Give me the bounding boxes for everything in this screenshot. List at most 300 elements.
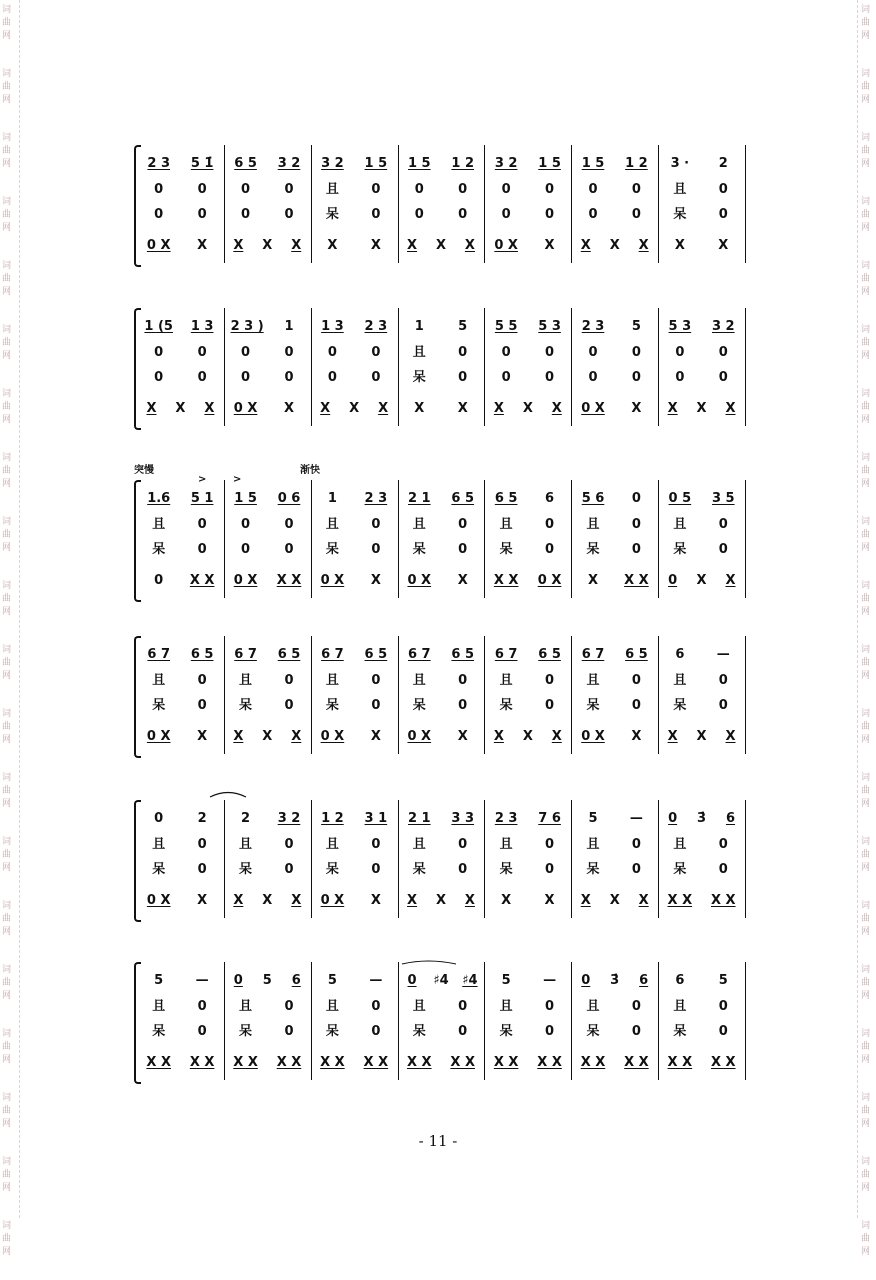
tone-row-upper-note: 且 [152, 517, 166, 532]
melody-row-note: 6 5 [364, 647, 388, 662]
watermark-glyph: 网 [2, 31, 12, 41]
melody-row-note: 1 [327, 491, 337, 506]
melody-row-note: 5 3 [668, 319, 692, 334]
tone-row-lower-note: 呆 [586, 698, 600, 713]
melody-row-note: 2 1 [407, 811, 431, 826]
slur-mark [210, 793, 246, 798]
percussion-row-note: X [146, 401, 157, 416]
watermark-glyph: 词 [2, 389, 12, 399]
watermark-glyph: 曲 [861, 1234, 871, 1244]
tone-row-lower-note: 呆 [412, 862, 426, 877]
watermark-glyph: 词 [2, 709, 12, 719]
tone-row-upper-note: 且 [673, 182, 687, 197]
watermark-glyph: 网 [2, 735, 12, 745]
page-number: - 11 - [418, 1132, 458, 1150]
percussion-row-note: X X [189, 1055, 215, 1070]
tone-row-upper-note: 0 [284, 517, 294, 532]
tone-row-upper-note: 0 [545, 673, 555, 688]
tone-row-upper-note: 0 [631, 999, 641, 1014]
percussion-row-note: X [204, 401, 215, 416]
tone-row-lower-note: 0 [154, 370, 164, 385]
percussion-row-note: X [327, 238, 338, 253]
melody-row-note: 6 5 [451, 647, 475, 662]
watermark-glyph: 词 [2, 1029, 12, 1039]
tone-row-upper-note: 0 [631, 517, 641, 532]
tone-row-upper-note: 0 [414, 182, 424, 197]
tone-row-lower-note: 0 [197, 207, 207, 222]
tone-row-upper-note: 0 [327, 345, 337, 360]
watermark-glyph: 网 [2, 927, 12, 937]
tone-row-upper-note: 0 [197, 517, 207, 532]
watermark-glyph: 网 [2, 479, 12, 489]
tone-row-lower-note: 0 [197, 370, 207, 385]
watermark-glyph: 网 [861, 1183, 871, 1193]
percussion-row-note: X [283, 401, 295, 416]
tone-row-upper-note: 0 [371, 517, 381, 532]
melody-row-note: 5 1̇ [190, 156, 214, 171]
tone-row-upper-note: 0 [371, 837, 381, 852]
tone-row-upper-note: 且 [499, 999, 513, 1014]
percussion-row-note: 0 X [320, 573, 345, 588]
melody-row-note: 1 5 [407, 156, 431, 171]
watermark-glyph: 词 [861, 837, 871, 847]
tone-row-upper-note: 0 [501, 345, 511, 360]
watermark-glyph: 曲 [861, 82, 871, 92]
watermark-glyph: 曲 [861, 594, 871, 604]
melody-row-note: 3 1 [364, 811, 388, 826]
melody-row-note: 6 5 [538, 647, 561, 662]
percussion-row-note: X [718, 238, 729, 253]
percussion-row-note: 0 [154, 573, 164, 588]
percussion-row-note: X [493, 729, 504, 744]
tone-row-lower-note: 0 [718, 698, 728, 713]
watermark-stamp [2, 1216, 11, 1280]
melody-row-note: 0 [407, 973, 417, 988]
melody-row-note: 6 7 [494, 647, 518, 662]
percussion-row-note: X [725, 573, 736, 588]
watermark-glyph: 词 [861, 709, 871, 719]
tone-row-upper-note: 0 [197, 182, 207, 197]
melody-row-note: 1 2 [321, 811, 344, 826]
melody-row-note: 0 [581, 973, 591, 988]
tone-row-lower-note: 0 [458, 207, 468, 222]
tone-row-lower-note: 0 [284, 698, 294, 713]
tone-row-upper-note: 0 [197, 345, 207, 360]
watermark-glyph: 曲 [2, 210, 12, 220]
watermark-glyph: 曲 [861, 1106, 871, 1116]
melody-row-note: 1 2 [451, 156, 475, 171]
tone-row-lower-note: 0 [458, 698, 468, 713]
watermark-glyph: 词 [861, 1029, 871, 1039]
tone-row-lower-note: 呆 [499, 1024, 513, 1039]
tone-row-lower-note: 0 [631, 862, 641, 877]
melody-row-note: 6 [675, 647, 685, 662]
watermark-glyph: 网 [2, 543, 12, 553]
percussion-row-note: X [638, 893, 649, 908]
melody-row-note: ♯4 [433, 973, 449, 988]
melody-row-note: — [543, 973, 557, 988]
percussion-row-note: X X [406, 1055, 432, 1070]
melody-row-note: 5 [327, 973, 337, 988]
watermark-glyph: 词 [2, 5, 12, 15]
watermark-glyph: 网 [2, 671, 12, 681]
percussion-row-note: X [544, 238, 555, 253]
percussion-row-note: X [725, 401, 736, 416]
percussion-row-note: X X [580, 1055, 606, 1070]
percussion-row-note: X [638, 238, 649, 253]
tone-row-lower-note: 呆 [673, 1024, 687, 1039]
watermark-glyph: 网 [2, 223, 12, 233]
tone-row-lower-note: 0 [545, 698, 555, 713]
watermark-glyph: 曲 [861, 274, 871, 284]
melody-row-note: — [195, 973, 209, 988]
tone-row-lower-note: 0 [545, 542, 555, 557]
tone-row-lower-note: 0 [327, 370, 337, 385]
percussion-row-note: X [551, 729, 562, 744]
melody-row-note: 2 [718, 156, 728, 171]
tone-row-lower-note: 0 [197, 698, 207, 713]
percussion-row-note: 0 X [146, 238, 171, 253]
tone-row-upper-note: 0 [718, 837, 728, 852]
tone-row-upper-note: 且 [239, 673, 253, 688]
melody-row-note: 6 [725, 811, 736, 826]
tone-row-upper-note: 且 [673, 999, 687, 1014]
percussion-row-note: X [320, 401, 331, 416]
tone-row-upper-note: 0 [197, 673, 207, 688]
percussion-row-note: 0 X [494, 238, 518, 253]
tone-row-lower-note: 0 [718, 1024, 728, 1039]
tone-row-lower-note: 0 [371, 207, 381, 222]
tone-row-lower-note: 0 [545, 862, 555, 877]
melody-row-note: 6 7 [234, 647, 257, 662]
melody-row-note: 3 2 [277, 811, 301, 826]
percussion-row-note: 0 X [320, 729, 345, 744]
watermark-glyph: 曲 [2, 402, 12, 412]
percussion-row-note: X [609, 238, 620, 253]
percussion-row-note: X [414, 401, 425, 416]
melody-row-note: 5 3 [538, 319, 561, 334]
tone-row-upper-note: 0 [588, 182, 598, 197]
watermark-glyph: 网 [861, 223, 871, 233]
melody-row-note: 5 [631, 319, 641, 334]
tone-row-lower-note: 呆 [673, 698, 687, 713]
tone-row-lower-note: 0 [631, 1024, 641, 1039]
tone-row-lower-note: 呆 [325, 698, 339, 713]
melody-row-note: 0 [233, 973, 243, 988]
watermark-glyph: 词 [861, 5, 871, 15]
tone-row-lower-note: 呆 [499, 862, 513, 877]
percussion-row-note: X [667, 401, 678, 416]
tone-row-upper-note: 0 [545, 517, 555, 532]
percussion-row-note: X [291, 238, 302, 253]
melody-row-note: 3 2 [277, 156, 301, 171]
watermark-glyph: 网 [2, 415, 12, 425]
watermark-glyph: 网 [861, 479, 871, 489]
melody-row-note: 5 [501, 973, 511, 988]
tone-row-lower-note: 呆 [412, 1024, 426, 1039]
tone-row-lower-note: 0 [458, 862, 468, 877]
tone-row-lower-note: 呆 [152, 698, 166, 713]
tone-row-upper-note: 且 [412, 837, 426, 852]
melody-row-note: 6 [675, 973, 685, 988]
watermark-glyph: 词 [861, 261, 871, 271]
melody-row-note: 6 5 [494, 491, 518, 506]
tone-row-lower-note: 0 [458, 370, 468, 385]
percussion-row-note: X [674, 238, 685, 253]
tone-row-upper-note: 0 [284, 345, 294, 360]
watermark-glyph: 曲 [2, 914, 12, 924]
percussion-row-note: X [464, 238, 475, 253]
watermark-glyph: 网 [2, 351, 12, 361]
tone-row-lower-note: 呆 [239, 698, 253, 713]
tone-row-upper-note: 0 [718, 345, 728, 360]
tone-row-upper-note: 0 [458, 837, 468, 852]
tone-row-lower-note: 0 [371, 542, 381, 557]
watermark-glyph: 曲 [861, 1042, 871, 1052]
melody-row-note: 0 [631, 491, 641, 506]
watermark-glyph: 曲 [2, 658, 12, 668]
tone-row-lower-note: 0 [284, 862, 294, 877]
tone-row-upper-note: 且 [499, 673, 513, 688]
tone-row-lower-note: 呆 [239, 1024, 253, 1039]
tone-row-lower-note: 呆 [412, 698, 426, 713]
percussion-row-note: X [696, 729, 707, 744]
percussion-row-note: X [407, 893, 418, 908]
watermark-glyph: 词 [2, 965, 12, 975]
melody-row-note: 5 [262, 973, 272, 988]
percussion-row-note: X [233, 238, 244, 253]
watermark-glyph: 词 [2, 133, 12, 143]
percussion-row-note: X X [320, 1055, 345, 1070]
percussion-row-note: X [175, 401, 186, 416]
melody-row-note: 1 5 [234, 491, 257, 506]
percussion-row-note: X [696, 401, 707, 416]
tone-row-lower-note: 呆 [499, 542, 513, 557]
accent-mark: > [198, 474, 207, 485]
watermark-glyph: 词 [861, 69, 871, 79]
percussion-row-note: 0 X [581, 729, 605, 744]
tone-row-upper-note: 且 [239, 999, 253, 1014]
watermark-glyph: 网 [2, 1119, 12, 1129]
percussion-row-note: X [291, 729, 302, 744]
watermark-glyph: 曲 [861, 658, 871, 668]
tone-row-upper-note: 0 [197, 999, 207, 1014]
watermark-glyph: 网 [861, 1119, 871, 1129]
percussion-row-note: X [349, 401, 360, 416]
watermark-glyph: 网 [861, 415, 871, 425]
tone-row-lower-note: 0 [718, 862, 728, 877]
tone-row-upper-note: 0 [718, 673, 728, 688]
tone-row-upper-note: 0 [284, 837, 294, 852]
melody-row-note: — [716, 647, 730, 662]
watermark-glyph: 词 [2, 453, 12, 463]
tone-row-upper-note: 且 [586, 999, 600, 1014]
tone-row-lower-note: 0 [371, 698, 381, 713]
tone-row-upper-note: 0 [631, 673, 641, 688]
percussion-row-note: X [378, 401, 389, 416]
watermark-glyph: 曲 [2, 978, 12, 988]
melody-row-note: 0 6 [277, 491, 301, 506]
percussion-row-note: X [370, 893, 381, 908]
melody-row-note: 1 (5 [144, 319, 173, 334]
percussion-row-note: X [464, 893, 475, 908]
watermark-glyph: 词 [861, 325, 871, 335]
melody-row-note: 3 · [670, 156, 690, 171]
melody-row-note: 3 5 [711, 491, 735, 506]
melody-row-note: ♯4 [462, 973, 478, 988]
percussion-row-note: X [262, 729, 273, 744]
tone-row-lower-note: 0 [371, 1024, 381, 1039]
percussion-row-note: X [522, 729, 533, 744]
percussion-row-note: X [457, 729, 468, 744]
tone-row-lower-note: 0 [458, 542, 468, 557]
watermark-glyph: 网 [861, 991, 871, 1001]
tone-row-upper-note: 0 [718, 999, 728, 1014]
tone-row-lower-note: 0 [458, 1024, 468, 1039]
melody-row-note: 2 3 [364, 319, 388, 334]
watermark-glyph: 曲 [861, 786, 871, 796]
tone-row-upper-note: 且 [152, 999, 166, 1014]
watermark-glyph: 词 [861, 1221, 871, 1231]
tone-row-upper-note: 0 [458, 999, 468, 1014]
percussion-row-note: X [725, 729, 736, 744]
melody-row-note: — [369, 973, 383, 988]
percussion-row-note: X [291, 893, 302, 908]
accent-mark: > [233, 474, 242, 485]
melody-row-note: 6 5 [625, 647, 648, 662]
tone-row-lower-note: 0 [631, 207, 641, 222]
tone-row-lower-note: 呆 [586, 862, 600, 877]
tone-row-upper-note: 且 [673, 837, 687, 852]
tone-row-upper-note: 0 [718, 517, 728, 532]
percussion-row-note: X X [710, 893, 736, 908]
percussion-row-note: 0 X [320, 893, 345, 908]
watermark-glyph: 词 [861, 965, 871, 975]
tone-row-lower-note: 0 [631, 370, 641, 385]
tone-row-upper-note: 且 [586, 673, 600, 688]
watermark-glyph: 词 [2, 517, 12, 527]
tone-row-lower-note: 0 [241, 370, 251, 385]
melody-row-note: 2 3 [147, 156, 171, 171]
tone-row-lower-note: 0 [501, 370, 511, 385]
tone-row-lower-note: 0 [241, 542, 251, 557]
tone-row-lower-note: 0 [588, 370, 598, 385]
tone-row-lower-note: 呆 [325, 862, 339, 877]
tone-row-upper-note: 且 [673, 517, 687, 532]
watermark-glyph: 词 [861, 1157, 871, 1167]
watermark-glyph: 词 [861, 901, 871, 911]
watermark-glyph: 网 [861, 671, 871, 681]
percussion-row-note: X [262, 893, 273, 908]
watermark-glyph: 词 [2, 645, 12, 655]
tone-row-upper-note: 0 [284, 182, 294, 197]
tone-row-upper-note: 且 [325, 999, 339, 1014]
tone-row-upper-note: 0 [371, 182, 381, 197]
tone-row-lower-note: 0 [284, 1024, 294, 1039]
tone-row-upper-note: 0 [545, 999, 555, 1014]
percussion-row-note: X [370, 729, 381, 744]
tone-row-upper-note: 0 [154, 182, 164, 197]
melody-row-note: 5 [458, 319, 468, 334]
tone-row-lower-note: 呆 [325, 1024, 339, 1039]
tone-row-upper-note: 且 [586, 837, 600, 852]
tone-row-lower-note: 呆 [673, 862, 687, 877]
watermark-glyph: 网 [861, 863, 871, 873]
melody-row-note: 5 [154, 973, 164, 988]
tone-row-lower-note: 0 [675, 370, 685, 385]
percussion-row-note: X [370, 573, 381, 588]
melody-row-note: 6 7 [581, 647, 605, 662]
tempo-mark-accel: 渐快 [300, 465, 320, 476]
watermark-glyph: 网 [2, 1183, 12, 1193]
melody-row-note: 0 [668, 811, 678, 826]
tone-row-lower-note: 呆 [412, 370, 426, 385]
percussion-row-note: 0 X [407, 729, 432, 744]
tone-row-upper-note: 0 [631, 837, 641, 852]
watermark-glyph: 词 [2, 197, 12, 207]
melody-row-note: 5 1 [190, 491, 214, 506]
melody-row-note: 3̇ [610, 973, 620, 988]
tone-row-lower-note: 0 [241, 207, 251, 222]
watermark-glyph: 曲 [861, 146, 871, 156]
tone-row-upper-note: 0 [371, 345, 381, 360]
watermark-glyph: 网 [861, 1247, 871, 1257]
melody-row-note: 1 5 [581, 156, 605, 171]
tone-row-lower-note: 呆 [586, 542, 600, 557]
tone-row-upper-note: 0 [458, 182, 468, 197]
watermark-glyph: 网 [2, 607, 12, 617]
tone-row-upper-note: 0 [458, 345, 468, 360]
watermark-glyph: 词 [2, 261, 12, 271]
tone-row-upper-note: 0 [545, 182, 555, 197]
watermark-glyph: 曲 [861, 530, 871, 540]
tone-row-lower-note: 0 [284, 542, 294, 557]
tone-row-lower-note: 呆 [152, 542, 166, 557]
melody-row-note: 1.6 [147, 491, 171, 506]
percussion-row-note: X X [667, 1055, 693, 1070]
tone-row-lower-note: 呆 [325, 542, 339, 557]
melody-row-note: 6 5 [234, 156, 257, 171]
percussion-row-note: X [493, 401, 504, 416]
watermark-glyph: 词 [2, 1157, 12, 1167]
percussion-row-note: X [197, 729, 208, 744]
watermark-glyph: 网 [2, 287, 12, 297]
tone-row-upper-note: 0 [675, 345, 685, 360]
watermark-glyph: 曲 [861, 466, 871, 476]
watermark-glyph: 网 [861, 1055, 871, 1065]
percussion-row-note: X X [493, 573, 519, 588]
melody-row-note: 1 [284, 319, 294, 334]
melody-row-note: 0 5 [668, 491, 692, 506]
tone-row-lower-note: 0 [197, 1024, 207, 1039]
watermark-glyph: 曲 [2, 1170, 12, 1180]
watermark-glyph: 曲 [2, 146, 12, 156]
melody-row-note: 6 5 [190, 647, 214, 662]
tone-row-lower-note: 0 [371, 370, 381, 385]
tone-row-lower-note: 呆 [412, 542, 426, 557]
watermark-glyph: 曲 [2, 466, 12, 476]
percussion-row-note: 0 [668, 573, 678, 588]
watermark-glyph: 词 [861, 453, 871, 463]
tone-row-upper-note: 0 [631, 345, 641, 360]
percussion-row-note: X [580, 893, 591, 908]
watermark-glyph: 词 [2, 901, 12, 911]
percussion-row-note: X [262, 238, 273, 253]
watermark-glyph: 词 [861, 517, 871, 527]
tone-row-lower-note: 0 [545, 207, 555, 222]
melody-row-note: 3 3 [451, 811, 475, 826]
tone-row-lower-note: 呆 [673, 207, 687, 222]
